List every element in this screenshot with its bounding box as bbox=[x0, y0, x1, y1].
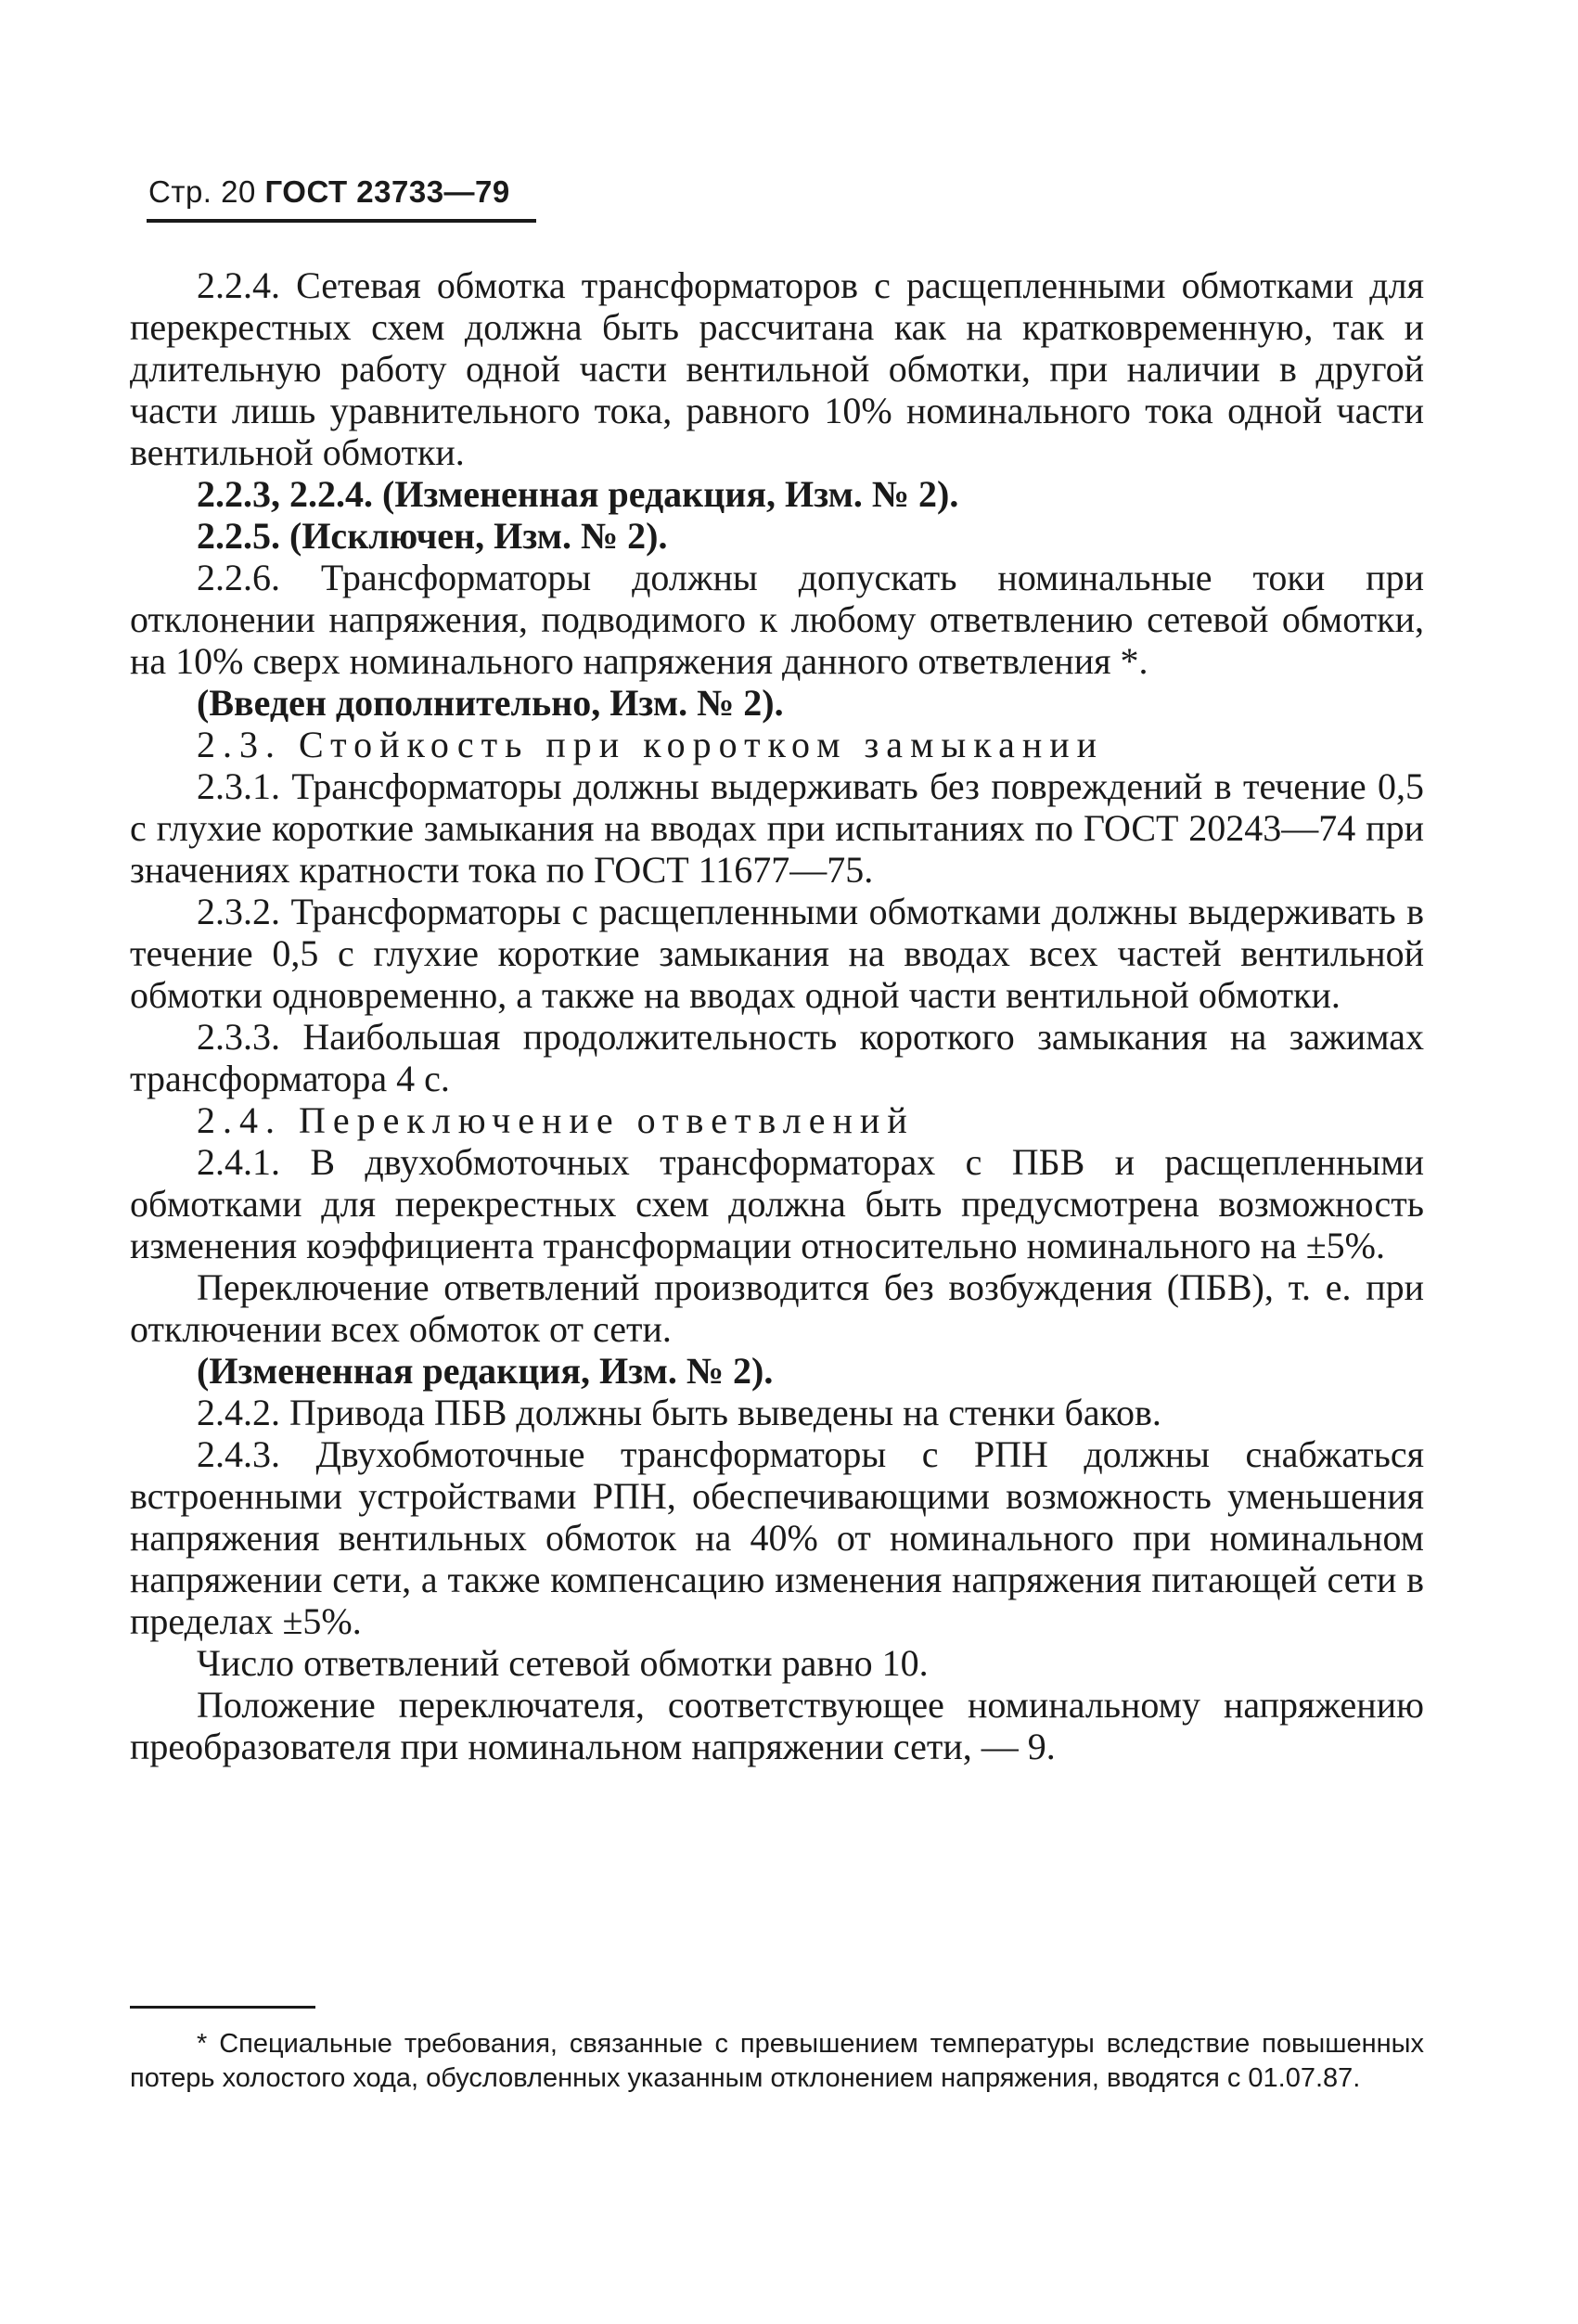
amendment-note: (Введен дополнительно, Изм. № 2). bbox=[197, 682, 784, 724]
section-heading-2-4: 2.4. Переключение ответвлений bbox=[197, 1099, 915, 1141]
paragraph-2-3-3: 2.3.3. Наибольшая продолжительность короткого замыкания на зажимах трансформатора 4 с. bbox=[130, 1016, 1424, 1099]
footnote bbox=[130, 2027, 1424, 2096]
page-header bbox=[148, 174, 510, 210]
footnote-rule bbox=[130, 2006, 315, 2009]
page-label: Стр. 20 bbox=[148, 174, 256, 209]
paragraph-2-2-5: 2.2.5. (Исключен, Изм. № 2). bbox=[197, 515, 668, 557]
amendment-note: (Измененная редакция, Изм. № 2). bbox=[197, 1350, 774, 1392]
paragraph-2-4-2: 2.4.2. Привода ПБВ должны быть выведены на стенки баков. bbox=[197, 1392, 1161, 1433]
header-rule bbox=[147, 219, 536, 223]
amendment-note: 2.2.3, 2.2.4. (Измененная редакция, Изм. № 2). bbox=[197, 473, 959, 515]
document-body bbox=[130, 264, 1424, 1767]
paragraph-2-4-1-continued: Переключение ответвлений производится без возбуждения (ПБВ), т. е. при отключении всех обмоток от сети. bbox=[130, 1266, 1424, 1350]
paragraph-2-4-3: 2.4.3. Двухобмоточные трансформаторы с РПН должны снабжаться встроенными устройствами РПН, обеспечивающими возможность уменьшения напряжения вентильных обмоток на 40% от номинального при номинальном напряжении сети, а также компенсацию изменения напряжения питающей сети в пределах ±5%. bbox=[130, 1433, 1424, 1642]
footnote-text: * Специальные требования, связанные с превышением температуры вследствие повышенных потерь холостого хода, обусловленных указанным отклонением напряжения, вводятся с 01.07.87. bbox=[130, 2029, 1424, 2093]
paragraph-2-4-1: 2.4.1. В двухобмоточных трансформаторах с ПБВ и расщепленными обмотками для перекрестных схем должна быть предусмотрена возможность изменения коэффициента трансформации относительно номинального на ±5%. bbox=[130, 1141, 1424, 1266]
paragraph-2-4-3-position: Положение переключателя, соответствующее номинальному напряжению преобразователя при номинальном напряжении сети, — 9. bbox=[130, 1684, 1424, 1767]
document-code: ГОСТ 23733—79 bbox=[264, 174, 510, 209]
paragraph-2-2-6: 2.2.6. Трансформаторы должны допускать номинальные токи при отклонении напряжения, подводимого к любому ответвлению сетевой обмотки, на 10% сверх номинального напряжения данного ответвления *. bbox=[130, 557, 1424, 682]
paragraph-2-3-2: 2.3.2. Трансформаторы с расщепленными обмотками должны выдерживать в течение 0,5 с глухие короткие замыкания на вводах всех частей вентильной обмотки одновременно, а также на вводах одной части вентильной обмотки. bbox=[130, 891, 1424, 1016]
section-heading-2-3: 2.3. Стойкость при коротком замыкании bbox=[197, 724, 1105, 765]
paragraph-2-4-3-taps: Число ответвлений сетевой обмотки равно 10. bbox=[197, 1642, 929, 1684]
paragraph-2-2-4: 2.2.4. Сетевая обмотка трансформаторов с расщепленными обмотками для перекрестных схем должна быть рассчитана как на кратковременную, так и длительную работу одной части вентильной обмотки, при наличии в другой части лишь уравнительного тока, равного 10% номинального тока одной части вентильной обмотки. bbox=[130, 264, 1424, 473]
paragraph-2-3-1: 2.3.1. Трансформаторы должны выдерживать без повреждений в течение 0,5 с глухие короткие замыкания на вводах при испытаниях по ГОСТ 20243—74 при значениях кратности тока по ГОСТ 11677—75. bbox=[130, 765, 1424, 891]
